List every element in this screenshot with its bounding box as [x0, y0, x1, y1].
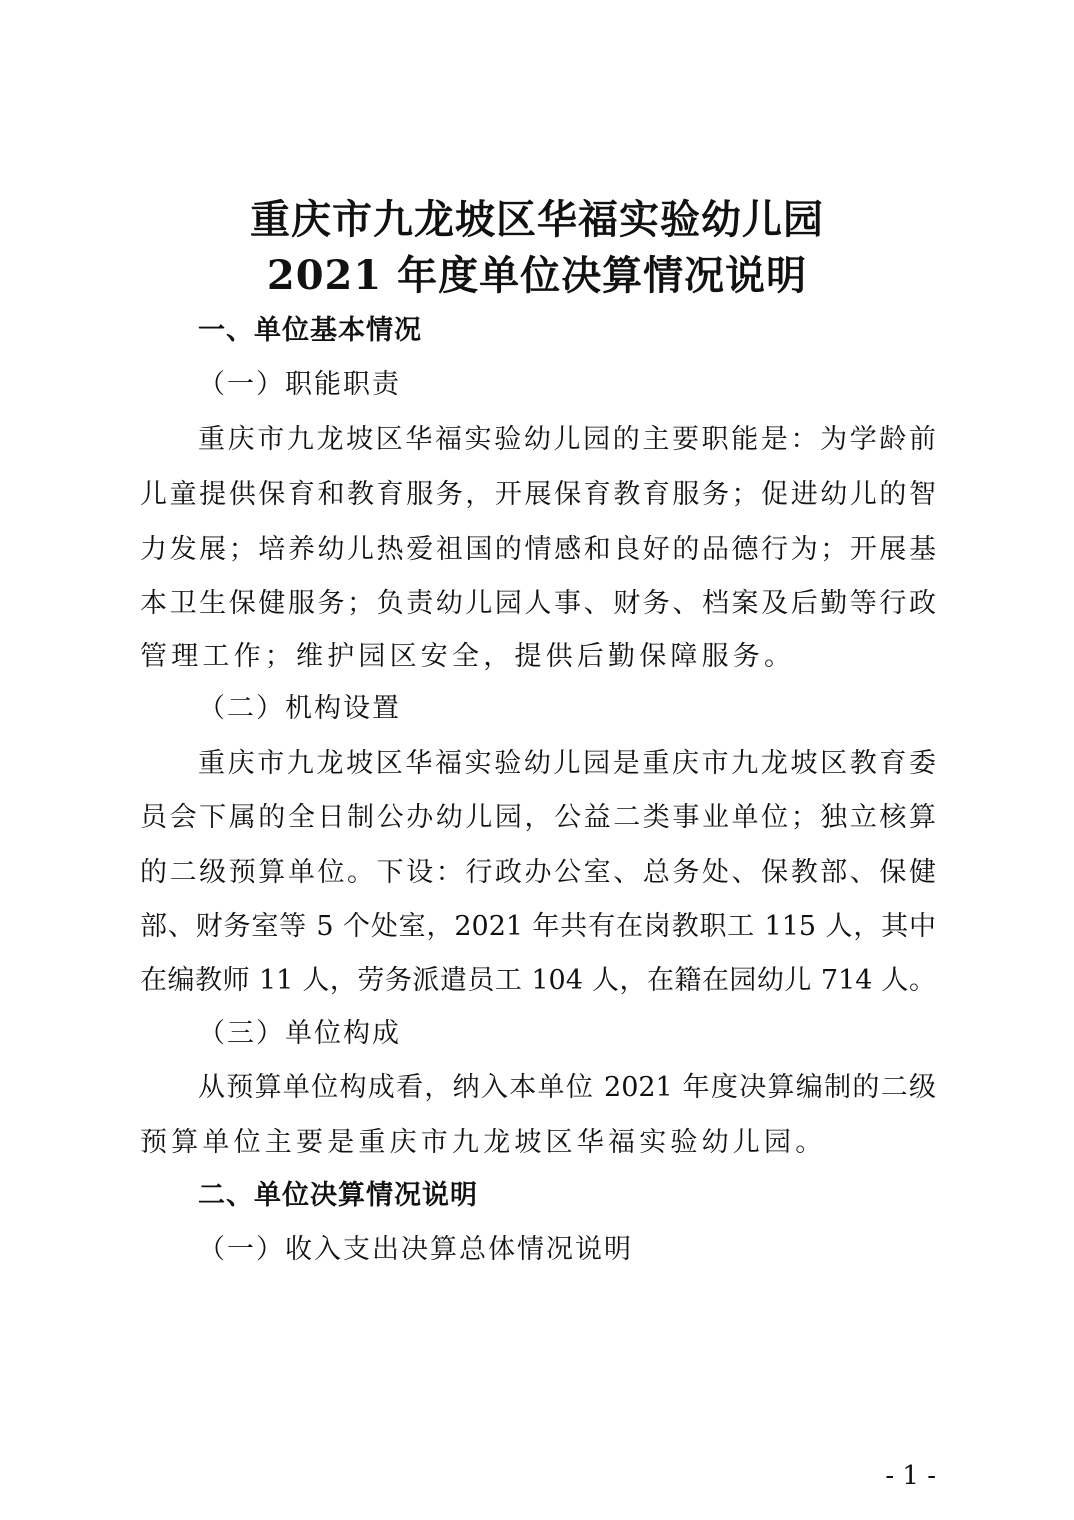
section-heading-final-accounts: 二、单位决算情况说明 [198, 1180, 478, 1211]
paragraph-line: 管理工作；维护园区安全，提供后勤保障服务。 [140, 641, 796, 672]
subsection-heading-functions: （一）职能职责 [198, 369, 401, 400]
paragraph-line: 力发展；培养幼儿热爱祖国的情感和良好的品德行为；开展基 [140, 534, 936, 565]
subsection-heading-income-expense: （一）收入支出决算总体情况说明 [198, 1234, 633, 1265]
paragraph-line: 预算单位主要是重庆市九龙坡区华福实验幼儿园。 [140, 1127, 827, 1158]
subsection-heading-organization: （二）机构设置 [198, 693, 401, 724]
paragraph-line: 部、财务室等 5 个处室，2021 年共有在岗教职工 115 人，其中 [140, 911, 936, 942]
document-title-line-1: 重庆市九龙坡区华福实验幼儿园 [250, 196, 824, 243]
paragraph-line: 员会下属的全日制公办幼儿园，公益二类事业单位；独立核算 [140, 802, 936, 833]
document-title-line-2: 2021 年度单位决算情况说明 [266, 252, 808, 299]
paragraph-line: 重庆市九龙坡区华福实验幼儿园是重庆市九龙坡区教育委 [198, 748, 936, 779]
paragraph-line: 重庆市九龙坡区华福实验幼儿园的主要职能是：为学龄前 [198, 424, 936, 455]
paragraph-line: 从预算单位构成看，纳入本单位 2021 年度决算编制的二级 [198, 1072, 936, 1103]
paragraph-line: 本卫生保健服务；负责幼儿园人事、财务、档案及后勤等行政 [140, 588, 936, 619]
paragraph-line: 在编教师 11 人，劳务派遣员工 104 人，在籍在园幼儿 714 人。 [140, 965, 936, 996]
paragraph-line: 的二级预算单位。下设：行政办公室、总务处、保教部、保健 [140, 857, 936, 888]
section-heading-basic-info: 一、单位基本情况 [198, 315, 422, 346]
paragraph-line: 儿童提供保育和教育服务，开展保育教育服务；促进幼儿的智 [140, 479, 936, 510]
subsection-heading-composition: （三）单位构成 [198, 1018, 401, 1049]
page-number: - 1 - [885, 1461, 936, 1491]
